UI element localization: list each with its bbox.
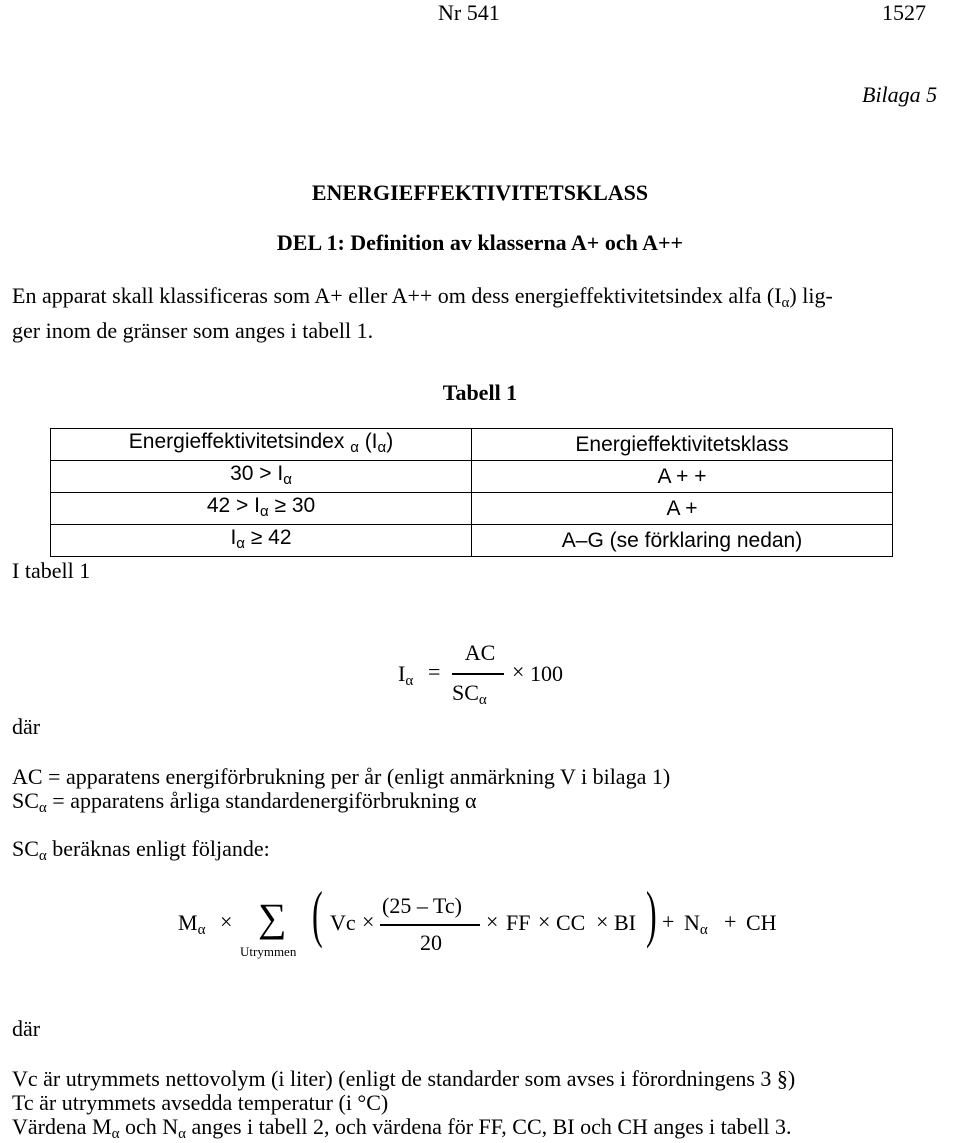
formula-denominator: $SC_\alpha$ <box>452 680 487 708</box>
definition-values: Värdena $M_\alpha$ och $N_\alpha$ anges i tabell 2, och värdena för FF, CC, BI och CH anges i tabell 3. <box>12 1114 792 1142</box>
page-number: 1527 <box>882 0 926 25</box>
table-reference-text: I tabell 1 <box>12 558 91 583</box>
table-row <box>51 525 893 557</box>
formula-n: $N_\alpha$ <box>684 910 708 938</box>
plus-sign: + <box>724 909 737 934</box>
annex-label: Bilaga 5 <box>862 82 938 107</box>
part-heading: DEL 1: Definition av klasserna A+ och A++ <box>276 230 684 255</box>
times-sign: × <box>362 909 375 934</box>
definition-vc: Vc är utrymmets nettovolym (i liter) (enligt de standarder som avses i förordningens 3 §) <box>12 1066 796 1091</box>
intro-text-end: ) lig- <box>789 283 833 308</box>
table-caption: Tabell 1 <box>442 380 518 405</box>
table-cell-class: A–G (se förklaring nedan) <box>472 525 893 557</box>
formula-numerator: AC <box>464 640 496 665</box>
table-cell-index: $42 > I_\alpha \ge 30$ <box>51 493 472 525</box>
right-paren: ) <box>646 878 657 949</box>
formula-vc: Vc <box>330 910 356 935</box>
table-cell-index: $30 > I_\alpha$ <box>51 461 472 493</box>
fraction-bar <box>452 673 504 675</box>
times-sign: × <box>220 909 233 934</box>
table-header-class: Energieffektivitetsklass <box>472 429 893 461</box>
formula-denominator-2: 20 <box>420 930 442 955</box>
formula-lhs: $I_\alpha$ <box>398 661 414 689</box>
intro-paragraph <box>12 282 942 344</box>
plus-sign: + <box>662 909 675 934</box>
formula-ff: FF <box>506 910 531 935</box>
formula-m: $M_\alpha$ <box>178 910 206 938</box>
page-journal-number: Nr 541 <box>438 0 500 25</box>
formula-numerator-2: (25 – Tc) <box>382 893 462 918</box>
table-row <box>51 493 893 525</box>
fraction-bar-2 <box>380 924 480 926</box>
left-paren: ( <box>312 878 323 949</box>
times-sign: × <box>486 909 499 934</box>
table-cell-class: A + + <box>472 461 893 493</box>
table-row <box>51 461 893 493</box>
definition-tc: Tc är utrymmets avsedda temperatur (i °C) <box>12 1090 389 1115</box>
intro-text-line2: ger inom de gränser som anges i tabell 1. <box>12 318 374 343</box>
document-title: ENERGIEFFEKTIVITETSKLASS <box>311 180 649 205</box>
equals-sign: = <box>428 659 441 684</box>
sc-calculation-intro: $SC_\alpha$ beräknas enligt följande: <box>12 836 270 864</box>
table-cell-class: A + <box>472 493 893 525</box>
where-label-1: där <box>12 714 41 739</box>
times-sign: × <box>538 909 551 934</box>
formula-factor: 100 <box>530 661 563 686</box>
alpha-subscript: α <box>781 295 790 311</box>
formula-bi: BI <box>614 910 636 935</box>
table-cell-index: $I_\alpha \ge 42$ <box>51 525 472 557</box>
classification-table <box>50 428 893 557</box>
formula-ch: CH <box>746 910 777 935</box>
where-label-2: där <box>12 1016 41 1041</box>
formula-cc: CC <box>556 910 586 935</box>
intro-text-start: En apparat skall klassificeras som A+ eller A++ om dess energieffektivitetsindex alfa (I <box>12 283 782 308</box>
table-header-index: Energieffektivitetsindex $_\alpha$ $(I_\alpha)$ <box>51 429 472 461</box>
table-header-row <box>51 429 893 461</box>
sum-symbol: ∑ <box>258 895 287 940</box>
sum-label: Utrymmen <box>240 944 297 959</box>
definition-sc: $SC_\alpha$ = apparatens årliga standardenergiförbrukning α <box>12 788 477 816</box>
times-sign: × <box>596 909 609 934</box>
times-sign: × <box>512 659 525 684</box>
definition-ac: AC = apparatens energiförbrukning per år (enligt anmärkning V i bilaga 1) <box>12 764 671 789</box>
